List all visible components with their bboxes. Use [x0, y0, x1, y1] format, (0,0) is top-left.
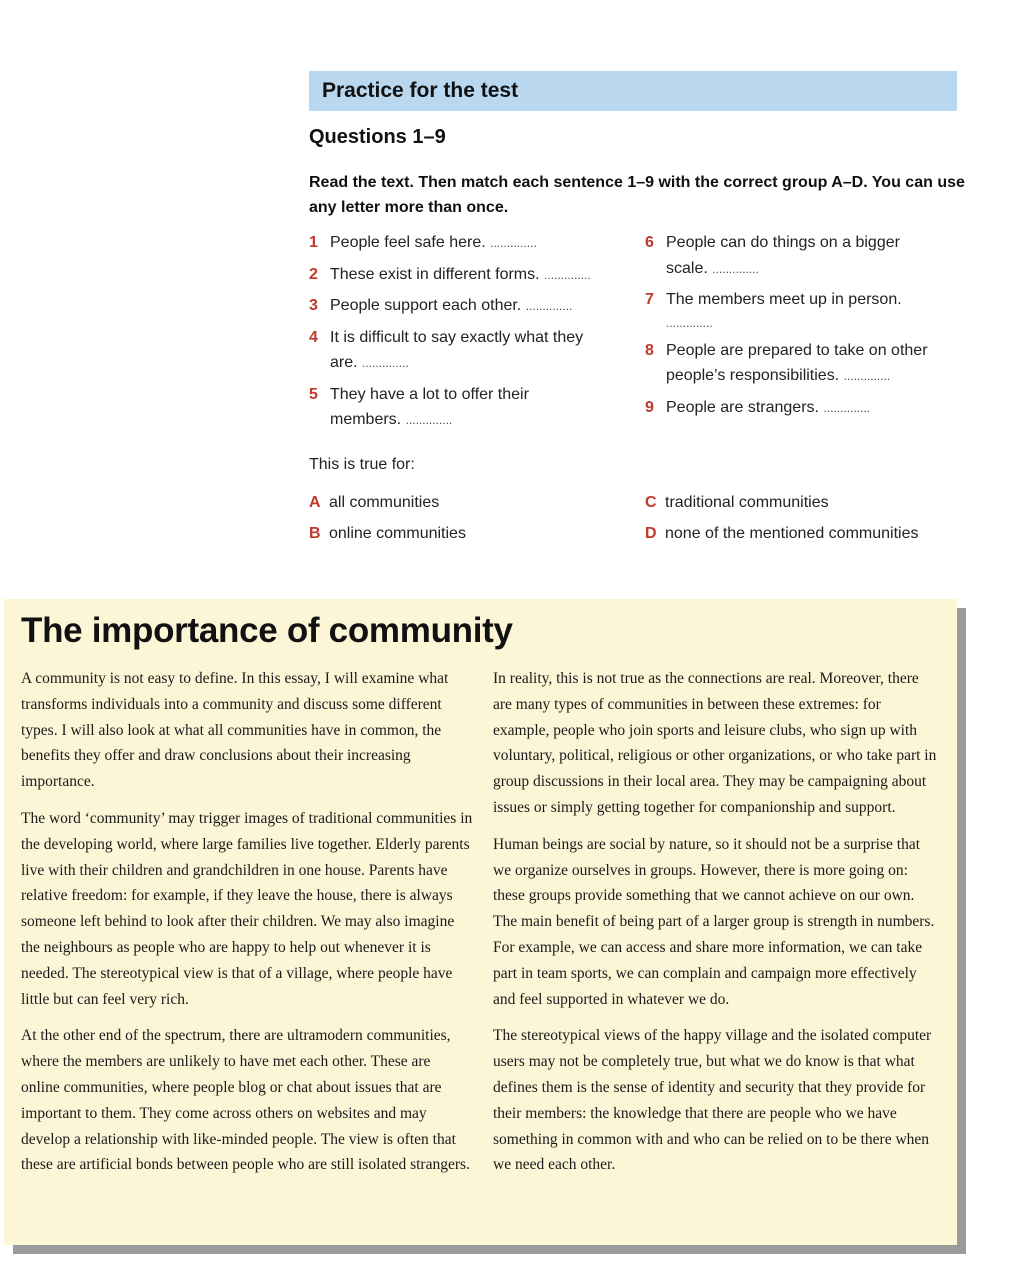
question-text: These exist in different forms.	[330, 265, 540, 283]
answer-blank[interactable]: ..............	[666, 315, 713, 330]
question-item	[309, 230, 609, 257]
article-paragraph: In reality, this is not true as the connections are real. Moreover, there are many types of communities in between these extremes: for example, people who join sports and leisure clubs, who sign up with voluntary, political, religious or other organizations, or who take part in group discussions in their local area. They may be campaigning about issues or simply getting together for companionship and support.	[493, 670, 937, 816]
question-text: People feel safe here.	[330, 234, 486, 251]
option-letter: D	[645, 525, 657, 542]
option-d	[645, 525, 918, 543]
questions-heading: Questions 1–9	[309, 126, 446, 148]
answer-blank[interactable]: ..............	[362, 356, 409, 370]
option-a	[309, 494, 439, 512]
answer-blank[interactable]: ..............	[843, 369, 891, 383]
true-for-label: This is true for:	[309, 456, 415, 473]
article-paragraph: The stereotypical views of the happy village and the isolated computer users may not be completely true, but what we do know is that what defines them is the sense of identity and security that they provide for their members: the knowledge that there are people who we have something in common with and who can be relied on to be there when we need each other.	[493, 1027, 932, 1174]
question-item	[645, 287, 965, 333]
banner-title: Practice for the test	[322, 79, 519, 102]
question-number: 1	[309, 234, 318, 251]
question-text: They have a lot to offer their members.	[330, 385, 529, 428]
question-text: The members meet up in person.	[666, 291, 902, 308]
question-number: 2	[309, 265, 318, 283]
question-number: 9	[645, 398, 654, 416]
question-text: It is difficult to say exactly what they are.	[330, 328, 584, 371]
option-letter: C	[645, 494, 657, 511]
answer-blank[interactable]: ..............	[490, 236, 537, 250]
option-text: online communities	[329, 525, 466, 542]
section-banner	[309, 71, 957, 111]
option-text: traditional communities	[665, 494, 829, 511]
question-number: 7	[645, 291, 654, 308]
answer-blank[interactable]: ..............	[544, 267, 591, 282]
question-text: People are strangers.	[666, 398, 819, 416]
question-item	[309, 262, 609, 289]
article-column-left	[21, 666, 473, 1189]
article-column-right	[493, 666, 939, 1189]
instructions-text: Read the text. Then match each sentence 1–9 with the correct group A–D. You can use any letter more than once.	[309, 174, 965, 216]
question-number: 3	[309, 297, 318, 314]
option-letter: B	[309, 525, 321, 542]
option-letter: A	[309, 494, 321, 511]
answer-blank[interactable]: ..............	[712, 261, 759, 276]
article-paragraph: At the other end of the spectrum, there are ultramodern communities, where the members are unlikely to have met each other. These are online communities, where people blog or chat about issues that are important to them. They come across others on websites and may develop a relationship with like-minded people. The view is often that these are artificial bonds between people who are still isolated strangers.	[21, 1027, 470, 1174]
option-b	[309, 525, 466, 543]
answer-blank[interactable]: ..............	[525, 299, 573, 313]
article-paragraph: A community is not easy to define. In this essay, I will examine what transforms individuals into a community and discuss some different types. I will also look at what all communities have in common, the benefits they offer and draw conclusions about their increasing importance.	[21, 670, 449, 791]
questions-column-left	[309, 230, 609, 439]
question-text: People can do things on a bigger scale.	[666, 234, 900, 277]
question-text: People are prepared to take on other people’s responsibilities.	[666, 341, 928, 384]
option-text: all communities	[329, 494, 440, 511]
article-title: The importance of community	[21, 611, 513, 650]
question-number: 8	[645, 341, 654, 359]
article-paragraph: Human beings are social by nature, so it should not be a surprise that we organize ourselves in groups. However, there is more going on: these groups provide something that we cannot achieve on our own. The main benefit of being part of a larger group is strength in numbers. For example, we can access and share more information, we can take part in team sports, we can complain and campaign more effectively and feel supported in whatever we do.	[493, 835, 935, 1008]
question-item	[309, 382, 570, 434]
answer-blank[interactable]: ..............	[405, 413, 453, 427]
question-number: 4	[309, 328, 318, 346]
question-item	[645, 338, 966, 390]
question-number: 6	[645, 234, 654, 251]
article-paragraph: The word ‘community’ may trigger images of traditional communities in the developing world, where large families live together. Elderly parents live with their children and grandchildren in one house. Parents have relative freedom: for example, if they leave the house, there is always someone left behind to look after their children. We may also imagine the neighbours as people who are happy to help out whenever it is needed. The stereotypical view is that of a village, where people have little but can feel very rich.	[21, 809, 473, 1008]
question-number: 5	[309, 385, 318, 403]
question-item	[645, 230, 928, 282]
question-text: People support each other.	[330, 297, 522, 314]
answer-blank[interactable]: ..............	[823, 400, 871, 415]
question-item	[309, 325, 592, 377]
option-c	[645, 494, 829, 512]
questions-column-right	[645, 230, 965, 426]
question-item	[309, 293, 609, 320]
option-text: none of the mentioned communities	[665, 525, 919, 542]
question-item	[645, 395, 965, 422]
